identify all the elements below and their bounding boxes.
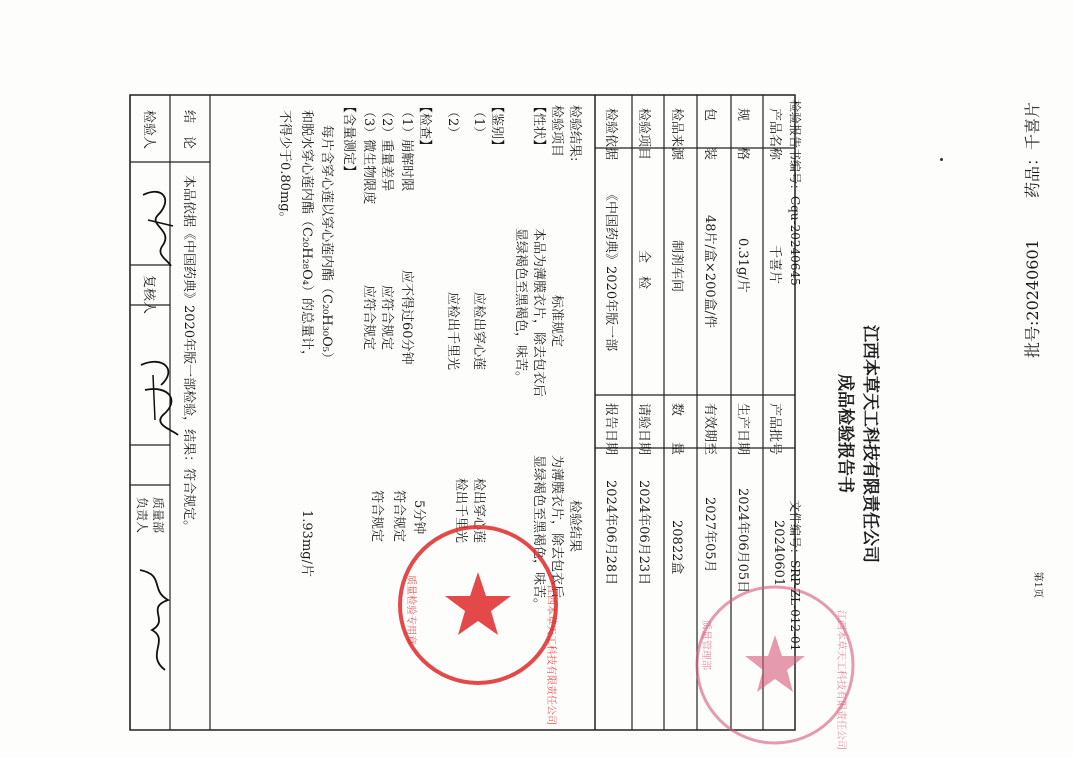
traits-standard-1: 本品为薄膜衣片，除去包衣后 [531,228,546,398]
drug-label: 药品：千喜片 [1023,101,1042,198]
label-expiry: 有效期至 [702,403,717,456]
value-source: 制剂车间 [669,240,684,293]
value-spec: 0.31g/片 [735,238,750,293]
ident-1: （1） [471,105,486,140]
label-production-date: 生产日期 [735,403,750,456]
value-production-date: 2024年06月05日 [735,488,750,594]
conclusion-label: 结 论 [181,110,196,150]
traits-standard-2: 显绿褐色至黑褐色，味苦。 [513,228,528,385]
report-number: 检验报告书编号：Cqu-20240645 [788,100,802,286]
exam-3-result: 符合规定 [369,490,384,543]
label-quantity: 数 量 [669,403,684,456]
second-stamp-sub: 质量管理部 [700,620,711,670]
page-number: 第1页 [1032,571,1043,598]
col-standard: 标准规定 [549,295,564,348]
value-product-name: 千喜片 [767,245,782,285]
col-result: 检验结果 [567,500,582,553]
assay-result: 1.93mg/片 [299,510,314,577]
exam-3-standard: 应符合规定 [361,285,376,351]
exam-2: （2）重量差异 [379,105,394,192]
label-basis: 检验依据 [603,108,618,161]
label-product-name: 产品名称 [767,108,782,161]
assay-line-3: 不得少于0.80mg。 [277,110,292,225]
value-quantity: 20822盒 [669,520,684,575]
exam-1-result: 5分钟 [411,500,426,535]
conclusion-text: 本品依据《中国药典》2020年版一部检验，结果：符合规定。 [181,175,196,534]
file-number: 文件编号：SRP-ZL-012-01 [788,500,802,652]
value-request-date: 2024年06月23日 [636,480,651,586]
assay-line-1: 每片含穿心莲以穿心莲内酯（C₂₀H₃₀O₅） [319,125,334,365]
reviewer-signature [133,345,188,440]
exam-1: （1）崩解时限 [399,105,414,192]
label-report-date: 报告日期 [603,403,618,456]
traits-result-1: 为薄膜衣片，除去包衣后 [549,455,564,599]
second-stamp-text: 江西本草天工科技有限责任公司 [835,610,846,750]
value-report-date: 2024年06月28日 [603,480,618,586]
traits-result-2: 显绿褐色至黑褐色，味苦。 [531,455,546,612]
value-batch-no: 20240601 [771,520,786,587]
ident-1-standard: 应检出穿心莲 [471,292,486,371]
exam-1-standard: 应不得过60分钟 [399,270,414,365]
results-heading: 检验结果: [567,105,582,162]
report-title: 成品检验报告书 [835,374,855,493]
inspector-signature [133,180,183,270]
qa-head-signature [130,560,180,680]
inspector-label: 检验人 [141,110,156,150]
label-test-items: 检验项目 [636,108,651,161]
value-basis: 《中国药典》2020年版一部 [603,188,618,352]
main-stamp-text: 江西本草天工科技有限责任公司 [545,585,556,725]
exam-3: （3）微生物限度 [361,105,376,205]
ident-2-standard: 应检出千里光 [445,292,460,371]
traits-head: 【性状】 [531,100,546,153]
ident-head: 【鉴别】 [489,100,504,153]
label-source: 检品来源 [669,108,684,161]
qa-head-label-2: 负责人 [135,497,149,534]
ident-2: （2） [445,105,460,140]
reviewer-label: 复核人 [141,275,156,315]
label-batch-no: 产品批号 [767,403,782,456]
label-spec: 规 格 [735,108,750,161]
exam-head: 【检查】 [417,100,432,153]
qa-head-label-1: 质量部 [151,497,165,534]
batch-label: 批号:20240601 [1023,239,1042,358]
label-request-date: 请验日期 [636,403,651,456]
ident-2-result: 检出千里光 [453,478,468,544]
col-item: 检验项目 [549,105,564,158]
exam-2-result: 符合规定 [391,490,406,543]
speck-mark [940,158,943,161]
assay-line-2: 和脱水穿心莲内酯（C₂₀H₂₈O₄）的总量计， [299,110,314,363]
value-package: 48片/盒×200盒/件 [702,215,717,329]
value-test-items: 全 检 [636,250,651,290]
ident-1-result: 检出穿心莲 [471,478,486,544]
exam-2-standard: 应符合规定 [379,285,394,351]
company-title: 江西本草天工科技有限责任公司 [860,325,880,563]
label-package: 包 装 [702,108,717,161]
main-stamp-sub: 质量检验专用章 [405,575,416,645]
assay-head: 【含量测定】 [341,100,356,179]
value-expiry: 2027年05月 [702,497,717,573]
